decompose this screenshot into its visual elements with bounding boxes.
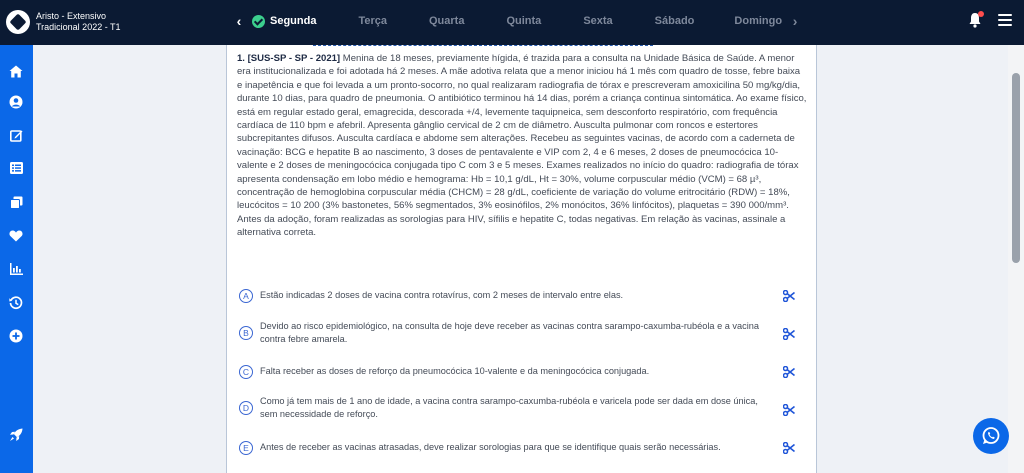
hamburger-menu-icon[interactable]	[998, 14, 1012, 26]
alternative-c[interactable]	[239, 365, 784, 379]
copy-icon[interactable]	[6, 192, 26, 212]
tab-sabado[interactable]: Sábado	[654, 15, 695, 27]
tab-label: Segunda	[270, 15, 317, 27]
brand-line-1: Aristo - Extensivo	[36, 11, 107, 21]
scissors-icon[interactable]	[783, 328, 795, 340]
alternative-text: Falta receber as doses de reforço da pneumocócica 10-valente e da meningocócica conjugada.	[260, 366, 650, 376]
page-scrollbar[interactable]	[1008, 45, 1024, 473]
brand-text	[36, 11, 121, 33]
alternative-letter: A	[239, 289, 253, 303]
user-icon[interactable]	[6, 92, 26, 112]
alternative-letter: D	[239, 401, 253, 415]
whatsapp-button[interactable]	[973, 418, 1009, 454]
tab-domingo[interactable]: Domingo	[734, 15, 783, 27]
tab-sexta[interactable]: Sexta	[583, 15, 613, 27]
check-circle-icon	[252, 15, 265, 28]
alternative-text: Estão indicadas 2 doses de vacina contra rotavírus, com 2 meses de intervalo entre elas.	[260, 290, 624, 300]
chevron-left-icon[interactable]: ‹	[236, 13, 242, 29]
alternative-e[interactable]	[239, 441, 784, 455]
previous-content-edge	[313, 45, 653, 48]
tab-segunda[interactable]	[252, 15, 316, 28]
alternative-letter: B	[239, 326, 253, 340]
tab-quinta[interactable]: Quinta	[506, 15, 542, 27]
alternative-letter: C	[239, 365, 253, 379]
alternative-text: Como já tem mais de 1 ano de idade, a vacina contra sarampo-caxumba-rubéola e varicela pode ser dada em dose única, sem necessidade de reforço.	[260, 396, 758, 419]
top-actions	[968, 12, 1012, 28]
question-statement	[237, 52, 807, 240]
tab-terca[interactable]: Terça	[358, 15, 387, 27]
notification-dot	[978, 11, 984, 17]
alternative-d[interactable]	[239, 395, 784, 421]
chart-icon[interactable]	[6, 259, 26, 279]
alternative-letter: E	[239, 441, 253, 455]
scissors-icon[interactable]	[783, 290, 795, 302]
heart-icon[interactable]	[6, 226, 26, 246]
tab-quarta[interactable]: Quarta	[429, 15, 465, 27]
alternative-b[interactable]	[239, 320, 784, 346]
scissors-icon[interactable]	[783, 366, 795, 378]
scissors-icon[interactable]	[783, 404, 795, 416]
home-icon[interactable]	[6, 61, 26, 81]
brand-line-2: Tradicional 2022 - T1	[36, 22, 121, 32]
scrollbar-thumb[interactable]	[1012, 73, 1020, 263]
sidebar	[0, 45, 33, 473]
whatsapp-icon	[981, 426, 1001, 446]
alternative-text: Devido ao risco epidemiológico, na consulta de hoje deve receber as vacinas contra sarampo-caxumba-rubéola e a vacina contra febre amarela.	[260, 321, 759, 344]
chevron-right-icon[interactable]: ›	[792, 13, 798, 29]
day-navigation	[232, 13, 802, 29]
edit-icon[interactable]	[6, 125, 26, 145]
scissors-icon[interactable]	[783, 442, 795, 454]
alternative-text: Antes de receber as vacinas atrasadas, deve realizar sorologias para que se identifique quais serão necessárias.	[260, 442, 721, 452]
logo-icon	[6, 10, 30, 34]
question-card	[226, 45, 817, 473]
alternative-a[interactable]	[239, 289, 784, 303]
top-bar	[0, 0, 1024, 45]
history-icon[interactable]	[6, 293, 26, 313]
question-text: Menina de 18 meses, previamente hígida, é trazida para a consulta na Unidade Básica de Saúde. A menor era institucionalizada e foi adotada há 2 meses. A mãe adotiva relata que a menor iniciou há 1 mês com quadro de tosse, febre baixa e inapetência e que foi levada a um pronto-socorro, no qual realizaram radiografia de tórax e prescreveram amoxicilina 50 mg/kg/dia, durante 10 dias, para quadro de pneumonia. O antibiótico terminou há 14 dias, porém a criança continua sintomática. Ao exame físico, está em regular estado geral, emagrecida, descorada +/4, levemente taquipneica, sem desconforto respiratório, com frequência cardíaca de 110 bpm e afebril. Apresenta gânglio cervical de 2 cm de diâmetro. Ausculta pulmonar com roncos e estertores subcrepitantes difusos. Ausculta cardíaca e abdome sem alterações. Recebeu as seguintes vacinas, de acordo com a caderneta de vacinação: BCG e hepatite B ao nascimento, 3 doses de pentavalente e VIP com 2, 4 e 6 meses, 2 doses de pneumocócica 10-valente e 2 doses de meningocócica conjugada tipo C com 3 e 5 meses. Exames realizados no início do quadro: radiografia de tórax apresenta condensação em lobo médio e hemograma: Hb = 10,1 g/dL, Ht = 30%, volume corpuscular médio (VCM) = 68 µ³, concentração de hemoglobina corpuscular média (CHCM) = 28 g/dL, coeficiente de variação do volume eritrocitário (RDW) = 18%, leucócitos = 10 200 (3% bastonetes, 56% segmentados, 3% eosinófilos, 2% monócitos, 36% linfócitos), plaquetas = 390 000/mm³. Antes da adoção, foram realizadas as sorologias para HIV, sífilis e hepatite C, todas negativas. Em relação às vacinas, assinale a alternativa correta.	[237, 53, 807, 239]
bell-icon[interactable]	[968, 12, 982, 28]
question-tag: 1. [SUS-SP - SP - 2021]	[237, 53, 341, 64]
plus-circle-icon[interactable]	[6, 326, 26, 346]
list-icon[interactable]	[6, 158, 26, 178]
rocket-icon[interactable]	[6, 425, 26, 445]
brand[interactable]	[6, 10, 121, 34]
